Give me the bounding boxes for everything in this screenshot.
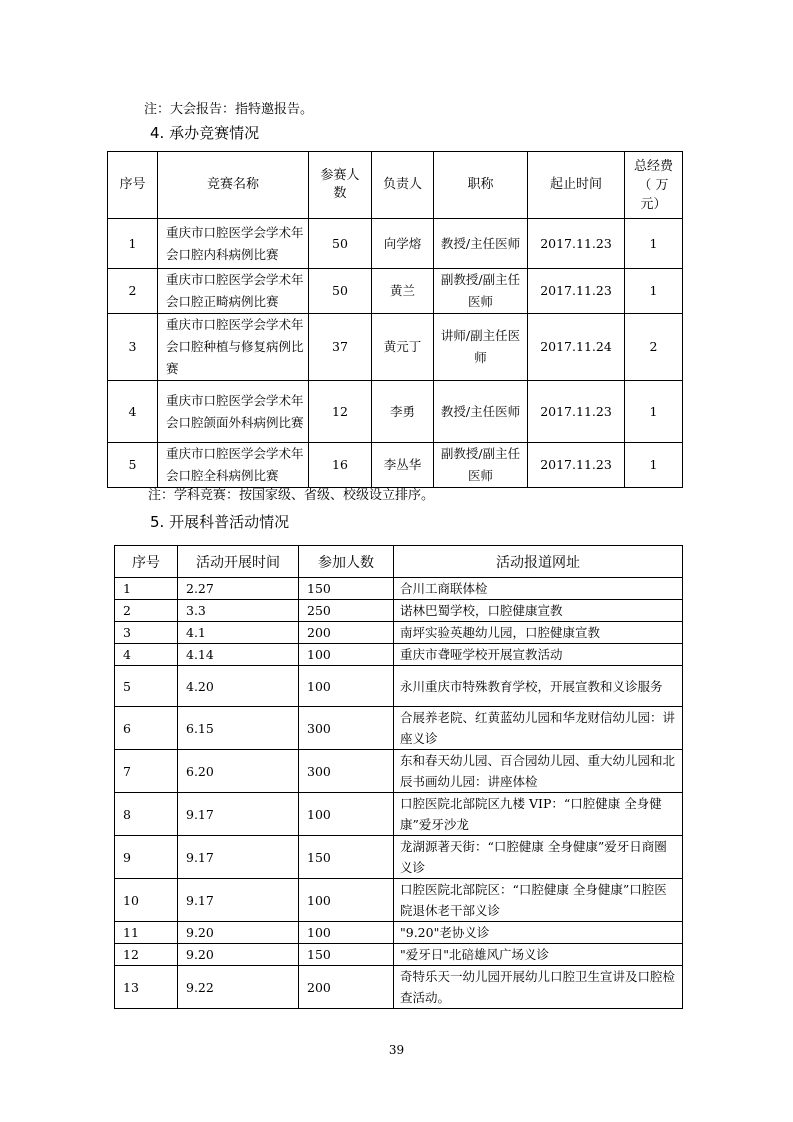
cell-seq: 9 [115, 836, 178, 879]
cell-time: 4.14 [178, 644, 299, 666]
cell-fee: 2 [625, 314, 683, 381]
cell-time: 9.20 [178, 922, 299, 944]
cell-leader: 黄兰 [372, 269, 434, 314]
cell-participants: 16 [309, 443, 372, 488]
cell-leader: 李勇 [372, 381, 434, 443]
cell-seq: 11 [115, 922, 178, 944]
cell-activity: 口腔医院北部院区九楼 VIP：“口腔健康 全身健康”爱牙沙龙 [394, 793, 683, 836]
cell-seq: 6 [115, 707, 178, 750]
cell-period: 2017.11.23 [528, 219, 625, 269]
cell-participants: 50 [309, 219, 372, 269]
cell-time: 6.15 [178, 707, 299, 750]
cell-count: 100 [299, 793, 394, 836]
header-period: 起止时间 [528, 152, 625, 219]
table-row [115, 922, 683, 944]
cell-activity: 龙湖源著天街：“口腔健康 全身健康”爱牙日商圈义诊 [394, 836, 683, 879]
cell-participants: 37 [309, 314, 372, 381]
cell-seq: 1 [108, 219, 158, 269]
cell-fee: 1 [625, 219, 683, 269]
cell-seq: 3 [115, 622, 178, 644]
cell-seq: 5 [108, 443, 158, 488]
header-participants: 参赛人数 [309, 152, 372, 219]
cell-count: 150 [299, 578, 394, 600]
cell-seq: 3 [108, 314, 158, 381]
table-row [115, 707, 683, 750]
table-row [115, 644, 683, 666]
cell-seq: 10 [115, 879, 178, 922]
cell-activity: 南坪实验英趣幼儿园，口腔健康宣教 [394, 622, 683, 644]
cell-activity: 合川工商联体检 [394, 578, 683, 600]
cell-seq: 7 [115, 750, 178, 793]
cell-time: 9.17 [178, 793, 299, 836]
table-row [115, 966, 683, 1009]
table-row [115, 666, 683, 707]
page-number: 39 [388, 1043, 405, 1057]
cell-time: 9.17 [178, 879, 299, 922]
table-row [108, 269, 683, 314]
table-row [108, 219, 683, 269]
section-5-heading: 5. 开展科普活动情况 [150, 513, 290, 531]
cell-count: 300 [299, 707, 394, 750]
table-row [108, 314, 683, 381]
cell-count: 200 [299, 622, 394, 644]
competition-table-header [108, 152, 683, 219]
section-4-heading: 4. 承办竞赛情况 [150, 124, 260, 142]
table-row [115, 578, 683, 600]
cell-time: 9.22 [178, 966, 299, 1009]
competition-table [107, 151, 683, 488]
cell-activity: 重庆市聋哑学校开展宣教活动 [394, 644, 683, 666]
cell-seq: 13 [115, 966, 178, 1009]
cell-activity: 永川重庆市特殊教育学校，开展宣教和义诊服务 [394, 666, 683, 707]
table-row [115, 944, 683, 966]
cell-time: 9.17 [178, 836, 299, 879]
outreach-table [114, 545, 683, 1009]
table-row [108, 443, 683, 488]
cell-activity: "爱牙日"北碚雄风广场义诊 [394, 944, 683, 966]
outreach-table-header [115, 546, 683, 578]
header-title: 职称 [434, 152, 528, 219]
cell-competition-name: 重庆市口腔医学会学术年会口腔颌面外科病例比赛 [158, 381, 309, 443]
cell-title: 教授/主任医师 [434, 219, 528, 269]
cell-seq: 4 [108, 381, 158, 443]
cell-time: 4.1 [178, 622, 299, 644]
cell-activity: 口腔医院北部院区：“口腔健康 全身健康”口腔医院退休老干部义诊 [394, 879, 683, 922]
cell-count: 100 [299, 644, 394, 666]
cell-participants: 50 [309, 269, 372, 314]
cell-title: 副教授/副主任医师 [434, 269, 528, 314]
competition-note: 注：学科竞赛：按国家级、省级、校级设立排序。 [148, 488, 435, 503]
cell-count: 150 [299, 944, 394, 966]
cell-time: 2.27 [178, 578, 299, 600]
cell-count: 100 [299, 666, 394, 707]
cell-activity: 诺林巴蜀学校，口腔健康宣教 [394, 600, 683, 622]
header-time: 活动开展时间 [178, 546, 299, 578]
cell-seq: 5 [115, 666, 178, 707]
header-count: 参加人数 [299, 546, 394, 578]
table-row [115, 600, 683, 622]
cell-seq: 1 [115, 578, 178, 600]
cell-activity: 合展养老院、红黄蓝幼儿园和华龙财信幼儿园：讲座义诊 [394, 707, 683, 750]
table-row [115, 879, 683, 922]
cell-fee: 1 [625, 381, 683, 443]
cell-leader: 向学熔 [372, 219, 434, 269]
cell-seq: 2 [108, 269, 158, 314]
cell-fee: 1 [625, 443, 683, 488]
table-row [115, 793, 683, 836]
cell-title: 讲师/副主任医师 [434, 314, 528, 381]
cell-seq: 12 [115, 944, 178, 966]
cell-time: 4.20 [178, 666, 299, 707]
cell-seq: 8 [115, 793, 178, 836]
cell-time: 3.3 [178, 600, 299, 622]
cell-leader: 黄元丁 [372, 314, 434, 381]
cell-seq: 4 [115, 644, 178, 666]
cell-count: 100 [299, 922, 394, 944]
header-fee: 总经费（ 万元） [625, 152, 683, 219]
cell-time: 6.20 [178, 750, 299, 793]
header-url: 活动报道网址 [394, 546, 683, 578]
cell-participants: 12 [309, 381, 372, 443]
table-row [108, 381, 683, 443]
header-seq: 序号 [108, 152, 158, 219]
cell-time: 9.20 [178, 944, 299, 966]
top-note: 注：大会报告：指特邀报告。 [144, 102, 314, 117]
cell-count: 200 [299, 966, 394, 1009]
header-seq: 序号 [115, 546, 178, 578]
cell-count: 250 [299, 600, 394, 622]
cell-title: 教授/主任医师 [434, 381, 528, 443]
cell-seq: 2 [115, 600, 178, 622]
table-row [115, 750, 683, 793]
cell-leader: 李丛华 [372, 443, 434, 488]
table-row [115, 836, 683, 879]
header-leader: 负责人 [372, 152, 434, 219]
table-row [115, 622, 683, 644]
cell-period: 2017.11.23 [528, 443, 625, 488]
cell-count: 300 [299, 750, 394, 793]
cell-activity: 奇特乐天一幼儿园开展幼儿口腔卫生宣讲及口腔检查活动。 [394, 966, 683, 1009]
cell-activity: "9.20"老协义诊 [394, 922, 683, 944]
cell-activity: 东和春天幼儿园、百合园幼儿园、重大幼儿园和北辰书画幼儿园：讲座体检 [394, 750, 683, 793]
cell-competition-name: 重庆市口腔医学会学术年会口腔全科病例比赛 [158, 443, 309, 488]
cell-competition-name: 重庆市口腔医学会学术年会口腔种植与修复病例比赛 [158, 314, 309, 381]
header-name: 竞赛名称 [158, 152, 309, 219]
cell-competition-name: 重庆市口腔医学会学术年会口腔内科病例比赛 [158, 219, 309, 269]
cell-count: 150 [299, 836, 394, 879]
cell-title: 副教授/副主任医师 [434, 443, 528, 488]
cell-count: 100 [299, 879, 394, 922]
cell-fee: 1 [625, 269, 683, 314]
cell-period: 2017.11.23 [528, 381, 625, 443]
cell-period: 2017.11.23 [528, 269, 625, 314]
cell-competition-name: 重庆市口腔医学会学术年会口腔正畸病例比赛 [158, 269, 309, 314]
cell-period: 2017.11.24 [528, 314, 625, 381]
